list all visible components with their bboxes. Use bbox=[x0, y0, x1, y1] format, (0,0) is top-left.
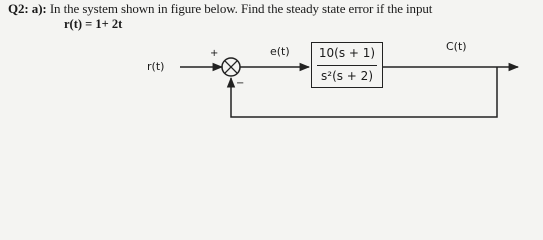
tf-numerator: 10(s + 1) bbox=[318, 46, 376, 60]
summing-junction bbox=[222, 58, 240, 76]
error-signal-label: e(t) bbox=[270, 45, 290, 58]
minus-sign: − bbox=[236, 78, 245, 89]
input-function: r(t) = 1+ 2t bbox=[64, 17, 123, 31]
question-body: In the system shown in figure below. Find the steady state error if the input bbox=[49, 1, 433, 16]
tf-fraction-bar bbox=[317, 65, 377, 66]
plus-sign: + bbox=[210, 48, 219, 59]
tf-denominator: s²(s + 2) bbox=[321, 69, 373, 83]
input-signal-label: r(t) bbox=[147, 60, 165, 73]
question-label: Q2: a): bbox=[8, 1, 47, 16]
output-signal-label: C(t) bbox=[446, 40, 467, 53]
transfer-function-block bbox=[311, 42, 383, 88]
